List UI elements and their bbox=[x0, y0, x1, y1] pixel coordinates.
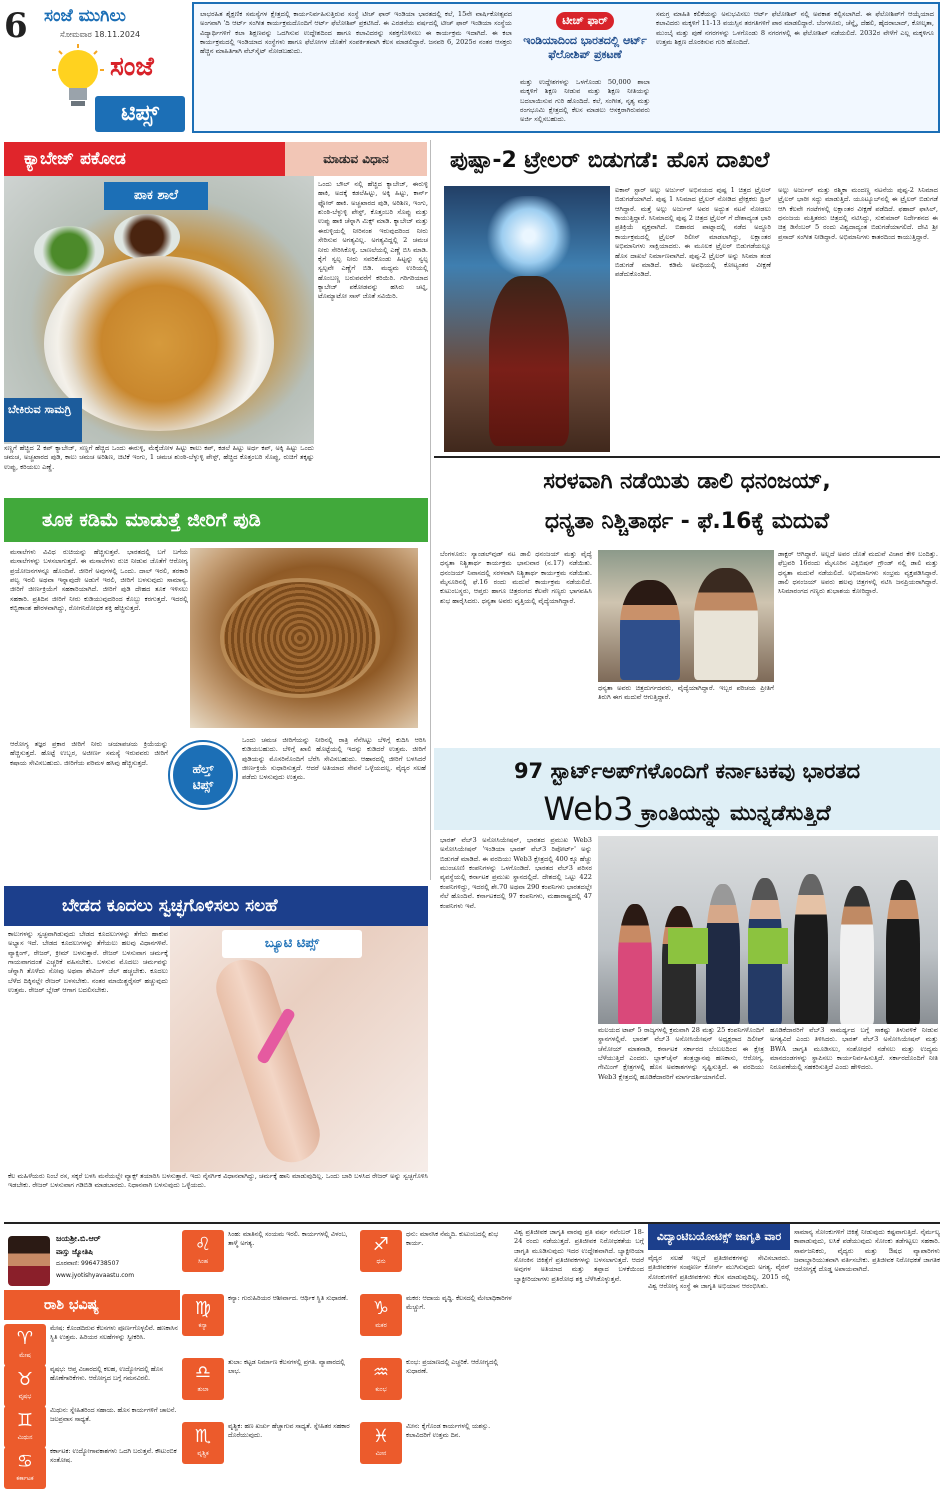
zodiac-reading: ಕುಂಭ: ಪ್ರಯಾಣದಲ್ಲಿ ಎಚ್ಚರಿಕೆ. ಆರೋಗ್ಯದಲ್ಲಿ ಸುಧಾರಣೆ. bbox=[406, 1358, 499, 1375]
zodiac-sign-icon bbox=[182, 1422, 224, 1464]
divider bbox=[4, 1222, 940, 1224]
chutney-bowl bbox=[34, 226, 104, 276]
zodiac-glyph: ♓ bbox=[372, 1426, 390, 1447]
groom-figure bbox=[694, 568, 758, 680]
zodiac-glyph: ♑ bbox=[372, 1298, 390, 1319]
badge-line1: ಹೆಲ್ತ್ bbox=[192, 762, 214, 776]
dolly-col2: ಡಾಕ್ಟರ್ ಆಗಿದ್ದಾರೆ. ಅಲ್ಲದೆ ಅವರ ಜೊತೆ ಮದುವೆ ವಿಚಾರ ಕೇಳಿ ಬಂದಿತ್ತು. ಫೆಬ್ರವರಿ 16ರಂದು ಮೈಸೂರಿನ ಎಕ್ಸಿಬಿಷನ್ ಗ್ರೌಂಡ್ ನಲ್ಲಿ ಡಾಲಿ ಮತ್ತು ಧನ್ಯತಾ ಮದುವೆ ನಡೆಯಲಿದೆ. ಅಭಿಮಾನಿಗಳು ಸಂಭ್ರಮ ವ್ಯಕ್ತಪಡಿಸಿದ್ದಾರೆ. ಡಾಲಿ ಧನಂಜಯ್ ಅವರು ಹಲವು ಚಿತ್ರಗಳಲ್ಲಿ ನಟಿಸಿ ಜನಪ್ರಿಯರಾಗಿದ್ದಾರೆ. ಸಿನಿಮಾರಂಗದ ಗಣ್ಯರು ಶುಭಾಶಯ ಕೋರಿದ್ದಾರೆ. bbox=[778, 550, 938, 596]
dolly-title bbox=[434, 462, 940, 546]
zodiac-glyph: ♊ bbox=[16, 1410, 34, 1431]
astrologer-name: ಜಯಶ್ರೀ.ಬಿ.ಆರ್ bbox=[56, 1234, 101, 1243]
zodiac-name: ಮಕರ bbox=[375, 1322, 387, 1329]
web3-title-line2 bbox=[434, 790, 940, 830]
zodiac-glyph: ♎ bbox=[194, 1362, 212, 1383]
page-number: 6 bbox=[4, 6, 28, 46]
zodiac-reading: ಕರ್ಕಾಟಕ: ಉದ್ಯೋಗಾವಕಾಶಗಳು ಒದಗಿ ಬರುತ್ತವೆ. ಕೌಟುಂಬಿಕ ಸಂತೋಷ. bbox=[50, 1447, 177, 1464]
zodiac-reading: ವೃಷಭ: ಆಪ್ತ ವಿಚಾರದಲ್ಲಿ ಕಲಹ, ಉದ್ಯೋಗದಲ್ಲಿ ಹೊಸ ಹೊಣೆಗಾರಿಕೆಗಳು. ಆರೋಗ್ಯದ ಬಗ್ಗೆ ಗಮನವಿರಲಿ. bbox=[50, 1365, 163, 1382]
poster-hand bbox=[484, 196, 574, 276]
person bbox=[618, 904, 652, 1024]
report-booklet bbox=[668, 928, 708, 964]
zodiac-sign-icon bbox=[360, 1358, 402, 1400]
education-col2: ವೈದ್ಯರ ಸಲಹೆ ಇಲ್ಲದೆ ಪ್ರತಿಜೀವಕಗಳನ್ನು ಸೇವಿಸಬಾರದು. ಪ್ರತಿಜೀವಕಗಳ ಸಂಪೂರ್ಣ ಕೋರ್ಸ್ ಮುಗಿಸುವುದು ಅಗತ್ಯ. ವೈರಸ್ ಸೋಂಕುಗಳಿಗೆ ಪ್ರತಿಜೀವಕಗಳು ಕೆಲಸ ಮಾಡುವುದಿಲ್ಲ. 2015 ರಲ್ಲಿ ವಿಶ್ವ ಆರೋಗ್ಯ ಸಂಸ್ಥೆ ಈ ಜಾಗೃತಿ ಅಭಿಯಾನ ಆರಂಭಿಸಿತು. bbox=[648, 1254, 790, 1291]
zodiac-sign-icon bbox=[360, 1422, 402, 1464]
section-title: ಸಂಜೆ bbox=[110, 52, 154, 82]
zodiac-reading: ಮೀನ: ಕೈಗೊಂಡ ಕಾರ್ಯಗಳಲ್ಲಿ ಯಶಸ್ಸು. ಕಲಾವಿದರಿಗೆ ಉತ್ತಮ ದಿನ. bbox=[406, 1422, 491, 1439]
education-col1: ವಿಶ್ವ ಪ್ರತಿಜೀವಕ ಜಾಗೃತಿ ವಾರವು ಪ್ರತಿ ವರ್ಷ ನವೆಂಬರ್ 18-24 ರಂದು ನಡೆಯುತ್ತದೆ. ಪ್ರತಿಜೀವಕ ನಿರೋಧಕತೆಯ ಬಗ್ಗೆ ಜಾಗೃತಿ ಮೂಡಿಸುವುದು ಇದರ ಉದ್ದೇಶವಾಗಿದೆ. ಬ್ಯಾಕ್ಟೀರಿಯಾ ಸೋಂಕಿನ ಚಿಕಿತ್ಸೆಗೆ ಪ್ರತಿಜೀವಕಗಳನ್ನು ಬಳಸಲಾಗುತ್ತದೆ. ಆದರೆ ಅವುಗಳ ಅತಿಯಾದ ಮತ್ತು ತಪ್ಪಾದ ಬಳಕೆಯಿಂದ ಬ್ಯಾಕ್ಟೀರಿಯಾಗಳು ಪ್ರತಿರೋಧ ಶಕ್ತಿ ಬೆಳೆಸಿಕೊಳ್ಳುತ್ತವೆ. bbox=[514, 1228, 644, 1283]
astrologer-avatar bbox=[8, 1236, 50, 1286]
web3-event-photo bbox=[598, 836, 938, 1024]
zodiac-glyph: ♉ bbox=[16, 1369, 34, 1390]
zodiac-reading: ಮಿಥುನ: ಸ್ನೇಹಿತರಿಂದ ಸಹಾಯ. ಹೊಸ ಕಾರ್ಯಗಳಿಗೆ ಚಾಲನೆ. ಜಲಪ್ರವಾಸ ಸಾಧ್ಯತೆ. bbox=[50, 1406, 177, 1423]
beauty-col1: ಕಾಲುಗಳನ್ನು ಸ್ವಚ್ಛವಾಗಿಡುವುದು ಬೇಡದ ಕೂದಲುಗಳನ್ನು ತೆಗೆದು ಹಾಕುವ ಅಭ್ಯಾಸ ಇದೆ. ಬೇಡದ ಕೂದಲುಗಳನ್ನು ತೆಗೆಯಲು ಹಲವು ವಿಧಾನಗಳಿವೆ. ವ್ಯಾಕ್ಸಿಂಗ್, ರೇಜರ್, ಕ್ರೀಮ್ ಬಳಸುತ್ತಾರೆ. ರೇಜರ್ ಬಳಸುವಾಗ ಚರ್ಮಕ್ಕೆ ಗಾಯವಾಗದಂತೆ ಎಚ್ಚರಿಕೆ ವಹಿಸಬೇಕು. ಬಳಸುವ ಮೊದಲು ಚರ್ಮವನ್ನು ಚೆನ್ನಾಗಿ ತೊಳೆದು ಸೋಪು ಅಥವಾ ಶೇವಿಂಗ್ ಜೆಲ್ ಹಚ್ಚಬೇಕು. ಕೂದಲು ಬೆಳೆದ ದಿಕ್ಕಿನಲ್ಲೇ ರೇಜರ್ ಬಳಸಬೇಕು. ನಂತರ ಮಾಯಿಶ್ಚರೈಸರ್ ಹಚ್ಚುವುದು ಉತ್ತಮ. ರೇಜರ್ ಬ್ಲೇಡ್ ಆಗಾಗ ಬದಲಿಸಬೇಕು. bbox=[8, 930, 168, 995]
couple-photo bbox=[598, 550, 774, 682]
masthead bbox=[0, 0, 190, 150]
leg-shaving-photo bbox=[170, 926, 428, 1172]
zodiac-sign-icon bbox=[360, 1230, 402, 1272]
zodiac-reading: ಕನ್ಯಾ: ಗುರುಹಿರಿಯರ ಆಶೀರ್ವಾದ. ಆರ್ಥಿಕ ಸ್ಥಿತಿ ಸುಧಾರಣೆ. bbox=[228, 1294, 348, 1302]
web3-col2: ಮಲಯದ ಟಾಪ್ 5 ರಾಜ್ಯಗಳಲ್ಲಿ ಕ್ರಮವಾಗಿ 28 ಮತ್ತು 25 ಕಂಪನಿಗಳೊಂದಿಗೆ ಸ್ಥಾನಗಳಲ್ಲಿವೆ. ಭಾರತ್ ವೆಬ್3 ಅಸೋಸಿಯೇಷನ್ ಅಧ್ಯಕ್ಷರಾದ ದಿಲೀಪ್ ಚೆನೋಯ್ ಮಾತನಾಡಿ, ಕರ್ನಾಟಕ ಸರ್ಕಾರದ ಬೆಂಬಲದಿಂದ ಈ ಕ್ಷೇತ್ರ ಬೆಳೆಯುತ್ತಿದೆ ಎಂದರು. ಬ್ಲಾಕ್‌ಚೈನ್ ತಂತ್ರಜ್ಞಾನವು ಹಣಕಾಸು, ಆರೋಗ್ಯ, ಗೇಮಿಂಗ್ ಕ್ಷೇತ್ರಗಳಲ್ಲಿ ಹೊಸ ಅವಕಾಶಗಳನ್ನು ಸೃಷ್ಟಿಸುತ್ತಿದೆ. ಈ ವರದಿಯು Web3 ಕ್ಷೇತ್ರದಲ್ಲಿ ಹೂಡಿಕೆದಾರರಿಗೆ ಮಾರ್ಗದರ್ಶಿಯಾಗಲಿದೆ. bbox=[598, 1026, 764, 1081]
ingredients-text: ಸಣ್ಣಗೆ ಹೆಚ್ಚಿದ 2 ಕಪ್ ಕ್ಯಾಬೇಜ್, ಸಣ್ಣಗೆ ಹೆಚ್ಚಿದ ಒಂದು ಈರುಳ್ಳಿ, ಮೆಕ್ಕೆಜೋಳ ಹಿಟ್ಟು ಕಾಲು ಕಪ್, ಕಡಲೆ ಹಿಟ್ಟು ಅರ್ಧ ಕಪ್, ಅಕ್ಕಿ ಹಿಟ್ಟು ಒಂದು ಚಮಚ, ಅಚ್ಚಖಾರದ ಪುಡಿ, ಕಾಲು ಚಮಚ ಅರಿಶಿಣ, ಚಿಟಿಕೆ ಇಂಗು, 1 ಚಮಚ ಶುಂಠಿ-ಬೆಳ್ಳುಳ್ಳಿ ಪೇಸ್ಟ್, ಹೆಚ್ಚಿದ ಕೊತ್ತಂಬರಿ ಸೊಪ್ಪು, ರುಚಿಗೆ ತಕ್ಕಷ್ಟು ಉಪ್ಪು, ಕರಿಯಲು ಎಣ್ಣೆ. bbox=[4, 444, 314, 494]
zodiac-name: ತುಲಾ bbox=[197, 1386, 209, 1393]
person bbox=[662, 906, 696, 1024]
zodiac-name: ಕುಂಭ bbox=[375, 1386, 387, 1393]
zodiac-reading: ಧನು: ಮಾನಸಿಕ ನೆಮ್ಮದಿ. ಕುಟುಂಬದಲ್ಲಿ ಶುಭ ಕಾರ್ಯ. bbox=[406, 1230, 499, 1247]
beauty-tips-badge: ಬ್ಯೂಟಿ ಟಿಪ್ಸ್ bbox=[222, 930, 362, 958]
astrologer-phone: ದೂರವಾಣಿ: 9964738507 bbox=[56, 1260, 120, 1267]
pushpa-col2: ಅಲ್ಲು ಅರ್ಜುನ್ ಮತ್ತು ರಶ್ಮಿಕಾ ಮಂದಣ್ಣ ನಟನೆಯ ಪುಷ್ಪ-2 ಸಿನಿಮಾದ ಟ್ರೈಲರ್ ಭಾರೀ ಸದ್ದು ಮಾಡುತ್ತಿದೆ. ಯೂಟ್ಯೂಬ್‌ನಲ್ಲಿ ಈ ಟ್ರೈಲರ್ ಬಿಡುಗಡೆ ಆಗಿ ಕೆಲವೇ ಗಂಟೆಗಳಲ್ಲಿ ಲಕ್ಷಾಂತರ ವೀಕ್ಷಣೆ ಪಡೆದಿದೆ. ಫಹಾದ್ ಫಾಸಿಲ್, ಧನಂಜಯ ಮತ್ತಿತರರು ಚಿತ್ರದಲ್ಲಿ ನಟಿಸಿದ್ದು, ಸುಕುಮಾರ್ ನಿರ್ದೇಶನದ ಈ ಚಿತ್ರ ಡಿಸೆಂಬರ್ 5 ರಂದು ವಿಶ್ವದಾದ್ಯಂತ ಬಿಡುಗಡೆಯಾಗಲಿದೆ. ದೇವಿ ಶ್ರೀ ಪ್ರಸಾದ್ ಸಂಗೀತ ನೀಡಿದ್ದಾರೆ. ಅಭಿಮಾನಿಗಳು ಕಾತರದಿಂದ ಕಾಯುತ್ತಿದ್ದಾರೆ. bbox=[778, 186, 938, 241]
zodiac-sign-icon bbox=[182, 1358, 224, 1400]
zodiac-reading: ತುಲಾ: ಕಟ್ಟಡ ನಿರ್ಮಾಣ ಕೆಲಸಗಳಲ್ಲಿ ಪ್ರಗತಿ. ವ್ಯಾಪಾರದಲ್ಲಿ ಲಾಭ. bbox=[228, 1358, 345, 1375]
top-story bbox=[192, 2, 940, 133]
poster-figure bbox=[489, 276, 569, 446]
beauty-caption: ಕೆಲ ಮಹಿಳೆಯರು ನಿಂಬೆ ರಸ, ಸಕ್ಕರೆ ಬಳಸಿ ಮನೆಯಲ್ಲೇ ವ್ಯಾಕ್ಸ್ ತಯಾರಿಸಿ ಬಳಸುತ್ತಾರೆ. ಇದು ನೈಸರ್ಗಿಕ ವಿಧಾನವಾಗಿದ್ದು, ಚರ್ಮಕ್ಕೆ ಹಾನಿ ಮಾಡುವುದಿಲ್ಲ. ಒಂದು ಬಾರಿ ಬಳಸಿದ ರೇಜರ್ ಅನ್ನು ಸ್ವಚ್ಛಗೊಳಿಸಿ ಇಡಬೇಕು. ರೇಜರ್ ಬಳಸುವಾಗ ಗಡಿಬಿಡಿ ಮಾಡಬಾರದು. ನಿಧಾನವಾಗಿ ಬಳಸುವುದು ಒಳ್ಳೆಯದು. bbox=[8, 1172, 428, 1190]
brand-logo: ಸಂಜೆ ಮುಗಿಲು bbox=[44, 6, 126, 26]
divider bbox=[430, 140, 431, 880]
zodiac-sign-icon bbox=[182, 1294, 224, 1336]
zodiac-sign-icon bbox=[4, 1406, 46, 1448]
zodiac-sign-icon bbox=[4, 1324, 46, 1366]
dolly-title-line1: ಸರಳವಾಗಿ ನಡೆಯಿತು ಡಾಲಿ ಧನಂಜಯ್, bbox=[543, 469, 831, 494]
zodiac-glyph: ♋ bbox=[16, 1451, 34, 1472]
dolly-caption: ಧನ್ಯತಾ ಅವರು ಚಿತ್ರದುರ್ಗದವರು, ವೈದ್ಯೆಯಾಗಿದ್ದಾರೆ. ಇಬ್ಬರ ಪರಿಚಯ ಪ್ರೀತಿಗೆ ತಿರುಗಿ ಈಗ ಮದುವೆ ಆಗುತ್ತಿದ್ದಾರೆ. bbox=[598, 684, 774, 702]
zodiac-name: ವೃಶ್ಚಿಕ bbox=[197, 1450, 209, 1457]
beauty-title: ಬೇಡದ ಕೂದಲು ಸ್ವಚ್ಛಗೊಳಿಸಲು ಸಲಹೆ bbox=[4, 886, 428, 926]
zodiac-glyph: ♈ bbox=[16, 1328, 34, 1349]
jeera-photo bbox=[190, 548, 418, 728]
jeera-col2: ಆರೋಗ್ಯ ತಜ್ಞರ ಪ್ರಕಾರ ಜೀರಿಗೆ ನೀರು ಚಯಾಪಚಯ ಕ್ರಿಯೆಯನ್ನು ಹೆಚ್ಚಿಸುತ್ತದೆ. ಹೊಟ್ಟೆ ಉಬ್ಬರ, ಅಜೀರ್ಣ ಸಮಸ್ಯೆ ಇರುವವರು ಜೀರಿಗೆ ಕಷಾಯ ಸೇವಿಸಬಹುದು. ಜೀರಿಗೆಯ ಪರಿಮಳ ಹಸಿವು ಹೆಚ್ಚಿಸುತ್ತದೆ. bbox=[10, 740, 168, 767]
zodiac-sign-icon bbox=[182, 1230, 224, 1272]
zodiac-name: ಸಿಂಹ bbox=[197, 1258, 208, 1265]
person bbox=[840, 886, 874, 1024]
zodiac-name: ಧನು bbox=[376, 1258, 386, 1265]
web3-title-rest: ಕ್ರಾಂತಿಯನ್ನು ಮುನ್ನಡೆಸುತ್ತಿದೆ bbox=[633, 801, 831, 825]
dolly-col1: ಬೆಂಗಳೂರು: ಸ್ಯಾಂಡಲ್‌ವುಡ್ ನಟ ಡಾಲಿ ಧನಂಜಯ್ ಮತ್ತು ವೈದ್ಯೆ ಧನ್ಯತಾ ನಿಶ್ಚಿತಾರ್ಥ ಕಾರ್ಯಕ್ರಮ ಭಾನುವಾರ (ನ.17) ನಡೆಯಿತು. ಧನಂಜಯ್ ನಿವಾಸದಲ್ಲಿ ಸರಳವಾಗಿ ನಿಶ್ಚಿತಾರ್ಥ ಕಾರ್ಯಕ್ರಮ ನಡೆಯಿತು. ಮೈಸೂರಿನಲ್ಲಿ ಫೆ.16 ರಂದು ಮದುವೆ ಕಾರ್ಯಕ್ರಮ ನಡೆಯಲಿದೆ. ಕುಟುಂಬಸ್ಥರು, ಆಪ್ತರು ಹಾಗೂ ಚಿತ್ರರಂಗದ ಕೆಲವೇ ಗಣ್ಯರು ಭಾಗವಹಿಸಿ ಶುಭ ಹಾರೈಸಿದರು. ಧನ್ಯತಾ ಅವರು ವೃತ್ತಿಯಲ್ಲಿ ವೈದ್ಯೆಯಾಗಿದ್ದಾರೆ. bbox=[440, 550, 592, 605]
zodiac-sign-icon bbox=[4, 1365, 46, 1407]
pushpa-poster bbox=[444, 186, 610, 452]
top-story-col2: ಮತ್ತು ಉದ್ದೇಶಗಳನ್ನು ಒಳಗೊಂಡು 50,000 ಶಾಲಾ ಮಕ್ಕಳಿಗೆ ಶಿಕ್ಷಣ ನೀಡುವ ಮತ್ತು ಶಿಕ್ಷಣ ನೀತಿಯನ್ನು ಬದಲಾಯಿಸುವ ಗುರಿ ಹೊಂದಿದೆ. ಕಲೆ, ಸಂಗೀತ, ನೃತ್ಯ ಮತ್ತು ರಂಗಭೂಮಿ ಕ್ಷೇತ್ರದಲ್ಲಿ ಕೆಲಸ ಮಾಡಲು ಆಸಕ್ತರಾಗಿರುವವರು ಅರ್ಜಿ ಸಲ್ಲಿಸಬಹುದು. bbox=[520, 78, 650, 124]
issue-date: ಸೋಮವಾರ 18.11.2024 bbox=[60, 30, 141, 39]
jeera-spoon bbox=[220, 578, 380, 698]
web3-col3: ಹೂಡಿಕೆದಾರರಿಗೆ ವೆಬ್3 ಸಾಮರ್ಥ್ಯದ ಬಗ್ಗೆ ಸಾಕಷ್ಟು ತಿಳುವಳಿಕೆ ನೀಡುವ ಅಗತ್ಯವಿದೆ ಎಂದು ತಿಳಿಸಿದರು. ಭಾರತ್ ವೆಬ್3 ಅಸೋಸಿಯೇಷನ್ ಮತ್ತು BWA ಜಾಗೃತಿ ಮೂಡಿಸಲು, ಸಂಶೋಧನೆ ನಡೆಸಲು ಮತ್ತು ಉದ್ಯಮ ಮಾನದಂಡಗಳನ್ನು ಸ್ಥಾಪಿಸಲು ಕಾರ್ಯನಿರ್ವಹಿಸುತ್ತಿದೆ. ಸರ್ಕಾರದೊಂದಿಗೆ ನೀತಿ ನಿರೂಪಣೆಯಲ್ಲಿ ಸಹಕರಿಸುತ್ತಿದೆ ಎಂದು ಹೇಳಿದರು. bbox=[770, 1026, 938, 1072]
education-title: ವಿದ್ಯಾಂಟಿಬಯೋಟಿಕ್ಸ್ ಜಾಗೃತಿ ವಾರ bbox=[648, 1224, 790, 1250]
zodiac-glyph: ♐ bbox=[372, 1234, 390, 1255]
cabbage-title: ಕ್ಯಾಬೇಜ್ ಪಕೋಡ bbox=[4, 142, 285, 176]
zodiac-reading: ಮಕರ: ಆದಾಯ ವೃದ್ಧಿ. ಕೆಲಸದಲ್ಲಿ ಮೇಲಾಧಿಕಾರಿಗಳ ಮೆಚ್ಚುಗೆ. bbox=[406, 1294, 512, 1311]
badge-line2: ಟಿಪ್ಸ್ bbox=[192, 778, 214, 792]
zodiac-sign-icon bbox=[4, 1447, 46, 1489]
sauce-bowl bbox=[114, 214, 180, 260]
zodiac-name: ಕರ್ಕಾಟಕ bbox=[16, 1475, 34, 1482]
kitchen-badge: ಪಾಕ ಶಾಲೆ bbox=[104, 182, 208, 210]
zodiac-glyph: ♍ bbox=[194, 1298, 212, 1319]
astrologer-title: ವಾಸ್ತು ಜ್ಯೋತಿಷಿ bbox=[56, 1248, 93, 1256]
pushpa-col1: ಐಕಾನ್ ಸ್ಟಾರ್ ಅಲ್ಲು ಅರ್ಜುನ್ ಅಭಿನಯದ ಪುಷ್ಪ 1 ಚಿತ್ರದ ಟ್ರೈಲರ್ ಬಿಡುಗಡೆಯಾಗಿದೆ. ಪುಷ್ಪ 1 ಸಿನಿಮಾದ ಟ್ರೈಲರ್ ನೋಡಿದ ಪ್ರೇಕ್ಷಕರು ಥ್ರಿಲ್ ಆಗಿದ್ದಾರೆ. ಮತ್ತೆ ಅಲ್ಲು ಅರ್ಜುನ್ ಅವರ ಅದ್ಭುತ ನಟನೆ ನೋಡಲು ಕಾಯುತ್ತಿದ್ದಾರೆ. ಸಿನಿಮಾದಲ್ಲಿ ಪುಷ್ಪ 2 ಚಿತ್ರದ ಟ್ರೈಲರ್ ಗೆ ದೇಶಾದ್ಯಂತ ಭಾರಿ ಪ್ರತಿಕ್ರಿಯೆ ವ್ಯಕ್ತವಾಗಿದೆ. ಬಿಹಾರದ ಪಾಟ್ನಾದಲ್ಲಿ ನಡೆದ ಅದ್ಧೂರಿ ಕಾರ್ಯಕ್ರಮದಲ್ಲಿ ಟ್ರೈಲರ್ ರಿಲೀಸ್ ಮಾಡಲಾಗಿದ್ದು, ಲಕ್ಷಾಂತರ ಅಭಿಮಾನಿಗಳು ಸಾಕ್ಷಿಯಾದರು. ಈ ಮೂಲಕ ಟ್ರೈಲರ್ ಬಿಡುಗಡೆಯಲ್ಲೂ ಹೊಸ ದಾಖಲೆ ನಿರ್ಮಾಣವಾಗಿದೆ. ಪುಷ್ಪ-2 ಟ್ರೈಲರ್ ಅನ್ನು ಸಿನಿಮಾ ತಂಡ ಬಿಡುಗಡೆ ಮಾಡಿದೆ. ಕಡಿಮೆ ಅವಧಿಯಲ್ಲಿ ಕೋಟ್ಯಂತರ ವೀಕ್ಷಣೆ ಪಡೆದುಕೊಂಡಿದೆ. bbox=[615, 186, 771, 279]
education-col3: ಸಾಮಾನ್ಯ ಸೋಂಕುಗಳಿಗೆ ಚಿಕಿತ್ಸೆ ನೀಡುವುದು ಕಷ್ಟವಾಗುತ್ತಿದೆ. ನೈರ್ಮಲ್ಯ ಕಾಪಾಡುವುದು, ಲಸಿಕೆ ಪಡೆಯುವುದು ಸೋಂಕು ತಡೆಗಟ್ಟಲು ಸಹಕಾರಿ. ಸಾರ್ವಜನಿಕರು, ವೈದ್ಯರು ಮತ್ತು ಔಷಧ ವ್ಯಾಪಾರಿಗಳು ಜವಾಬ್ದಾರಿಯುತವಾಗಿ ವರ್ತಿಸಬೇಕು. ಪ್ರತಿಜೀವಕ ನಿರೋಧಕತೆ ಜಾಗತಿಕ ಆರೋಗ್ಯಕ್ಕೆ ದೊಡ್ಡ ಅಪಾಯವಾಗಿದೆ. bbox=[794, 1228, 940, 1274]
zodiac-name: ವೃಷಭ bbox=[18, 1393, 32, 1400]
zodiac-glyph: ♌ bbox=[194, 1234, 212, 1255]
web3-title bbox=[434, 748, 940, 830]
zodiac-glyph: ♏ bbox=[194, 1426, 212, 1447]
person bbox=[794, 874, 828, 1024]
jeera-title: ತೂಕ ಕಡಿಮೆ ಮಾಡುತ್ತೆ ಜೀರಿಗೆ ಪುಡಿ bbox=[4, 498, 428, 542]
section-subtitle: ಟಿಪ್ಸ್ bbox=[95, 96, 185, 132]
cabbage-method: ಒಂದು ಬೌಲ್ ನಲ್ಲಿ ಹೆಚ್ಚಿದ ಕ್ಯಾಬೇಜ್, ಈರುಳ್ಳಿ ಹಾಕಿ, ಅದಕ್ಕೆ ಕಡಲೆಹಿಟ್ಟು, ಅಕ್ಕಿ ಹಿಟ್ಟು, ಕಾರ್ನ್ ಫ್ಲೋರ್ ಹಾಕಿ. ಅಚ್ಚಖಾರದ ಪುಡಿ, ಅರಿಶಿಣ, ಇಂಗು, ಶುಂಠಿ-ಬೆಳ್ಳುಳ್ಳಿ ಪೇಸ್ಟ್, ಕೊತ್ತಂಬರಿ ಸೊಪ್ಪು ಮತ್ತು ಉಪ್ಪು ಹಾಕಿ ಚೆನ್ನಾಗಿ ಮಿಕ್ಸ್ ಮಾಡಿ. ಕ್ಯಾಬೇಜ್ ಮತ್ತು ಈರುಳ್ಳಿಯಲ್ಲಿ ನೀರಿನಂಶ ಇರುವುದರಿಂದ ನೀರು ಸೇರಿಸುವ ಅಗತ್ಯವಿಲ್ಲ. ಅಗತ್ಯವಿದ್ದಲ್ಲಿ 2 ಚಮಚ ನೀರು ಸೇರಿಸಿಕೊಳ್ಳಿ. ಬಾಣಲೆಯಲ್ಲಿ ಎಣ್ಣೆ ಬಿಸಿ ಮಾಡಿ. ಕೈಗೆ ಸ್ವಲ್ಪ ನೀರು ಸವರಿಕೊಂಡು ಹಿಟ್ಟನ್ನು ಸ್ವಲ್ಪ ಸ್ವಲ್ಪವೇ ಎಣ್ಣೆಗೆ ಬಿಡಿ. ಮಧ್ಯಮ ಉರಿಯಲ್ಲಿ ಹೊಂಬಣ್ಣ ಬರುವವರೆಗೆ ಕರಿಯಿರಿ. ಗರಿಗರಿಯಾದ ಕ್ಯಾಬೇಜ್ ಪಕೋಡವನ್ನು ಹಸಿರು ಚಟ್ನಿ, ಟೊಮ್ಯಾಟೋ ಸಾಸ್ ಜೊತೆ ಸವಿಯಿರಿ. bbox=[318, 180, 428, 301]
jeera-col1: ಮಸಾಲೆಗಳು ವಿವಿಧ ರುಚಿಯನ್ನು ಹೆಚ್ಚಿಸುತ್ತವೆ. ಭಾರತದಲ್ಲಿ ಬಗೆ ಬಗೆಯ ಮಸಾಲೆಗಳನ್ನು ಬಳಸಲಾಗುತ್ತದೆ. ಈ ಮಸಾಲೆಗಳು ರುಚಿ ನೀಡುವ ಜೊತೆಗೆ ಆರೋಗ್ಯ ಪ್ರಯೋಜನಗಳನ್ನೂ ಹೊಂದಿವೆ. ಜೀರಿಗೆ ಅವುಗಳಲ್ಲಿ ಒಂದು. ದಾಲ್ ಇರಲಿ, ತರಕಾರಿ ಪಲ್ಯ ಇರಲಿ ಅಥವಾ ಇನ್ನಾವುದೇ ಅಡುಗೆ ಇರಲಿ, ಜೀರಿಗೆ ಬಳಸುವುದು ಸಾಮಾನ್ಯ. ಜೀರಿಗೆ ಜೀರ್ಣಕ್ರಿಯೆಗೆ ಸಹಕಾರಿಯಾಗಿದೆ. ಜೀರಿಗೆ ಪುಡಿ ದೇಹದ ತೂಕ ಇಳಿಸಲು ಸಹಕಾರಿ. ಪ್ರತಿದಿನ ಜೀರಿಗೆ ನೀರು ಕುಡಿಯುವುದರಿಂದ ಕೊಬ್ಬು ಕರಗುತ್ತದೆ. ಇದರಲ್ಲಿ ಕಬ್ಬಿಣಾಂಶ ಹೇರಳವಾಗಿದ್ದು, ರೋಗನಿರೋಧಕ ಶಕ್ತಿ ಹೆಚ್ಚಿಸುತ್ತದೆ. bbox=[10, 548, 188, 613]
dolly-title-line2: ಧನ್ಯತಾ ನಿಶ್ಚಿತಾರ್ಥ - ಫೆ.16ಕ್ಕೆ ಮದುವೆ bbox=[544, 509, 830, 534]
zodiac-name: ಮಿಥುನ bbox=[17, 1434, 33, 1441]
zodiac-name: ಮೀನ bbox=[375, 1450, 387, 1457]
zodiac-name: ಕನ್ಯಾ bbox=[198, 1322, 208, 1329]
web3-col1: ಭಾರತ್ ವೆಬ್3 ಅಸೋಸಿಯೇಷನ್, ಭಾರತದ ಪ್ರಮುಖ Web3 ಅಸೋಸಿಯೇಷನ್ 'ಇಂಡಿಯಾ ಭಾರತ್ ವೆಬ್3 ರಿಪೋರ್ಟ್' ಅನ್ನು ಬಿಡುಗಡೆ ಮಾಡಿದೆ. ಈ ವರದಿಯು Web3 ಕ್ಷೇತ್ರದಲ್ಲಿ 400 ಕ್ಕೂ ಹೆಚ್ಚು ಮುಂಚೂಣಿ ಕಂಪನಿಗಳನ್ನು ಒಳಗೊಂಡಿದೆ. ಭಾರತದ ವೆಬ್3 ಪರಿಸರ ವ್ಯವಸ್ಥೆಯಲ್ಲಿ ಕರ್ನಾಟಕ ಪ್ರಮುಖ ಸ್ಥಾನದಲ್ಲಿದೆ. ದೇಶದಲ್ಲಿ ಒಟ್ಟು 422 ಕಂಪನಿಗಳಿದ್ದು, ಇದರಲ್ಲಿ ಶೇ.70 ಅಥವಾ 290 ಕಂಪನಿಗಳು ಭಾರತದಲ್ಲೇ ನೆಲೆ ಹೊಂದಿವೆ. ಕರ್ನಾಟಕದಲ್ಲಿ 97 ಕಂಪನಿಗಳು, ಮಹಾರಾಷ್ಟ್ರದಲ್ಲಿ 47 ಕಂಪನಿಗಳು ಇವೆ. bbox=[440, 836, 592, 910]
health-tips-badge bbox=[170, 742, 236, 808]
person bbox=[706, 884, 740, 1024]
pushpa-title: ಪುಷ್ಪಾ-2 ಟ್ರೇಲರ್ ಬಿಡುಗಡೆ: ಹೊಸ ದಾಖಲೆ bbox=[450, 148, 770, 173]
zodiac-sign-icon bbox=[360, 1294, 402, 1336]
zodiac-glyph: ♒ bbox=[372, 1362, 390, 1383]
jeera-col3: ಒಂದು ಚಮಚ ಜೀರಿಗೆಯನ್ನು ನೀರಿನಲ್ಲಿ ರಾತ್ರಿ ನೆನೆಸಿಟ್ಟು ಬೆಳಿಗ್ಗೆ ಕುದಿಸಿ ಆರಿಸಿ ಕುಡಿಯಬಹುದು. ಬೆಳಿಗ್ಗೆ ಖಾಲಿ ಹೊಟ್ಟೆಯಲ್ಲಿ ಇದನ್ನು ಕುಡಿದರೆ ಉತ್ತಮ. ಜೀರಿಗೆ ಪುಡಿಯನ್ನು ಮೊಸರಿನೊಂದಿಗೆ ಬೆರೆಸಿ ಸೇವಿಸಬಹುದು. ಆಹಾರದಲ್ಲಿ ಜೀರಿಗೆ ಬಳಸಿದರೆ ಜೀರ್ಣಕ್ರಿಯೆ ಸುಧಾರಿಸುತ್ತದೆ. ಆದರೆ ಅತಿಯಾದ ಸೇವನೆ ಒಳ್ಳೆಯದಲ್ಲ. ವೈದ್ಯರ ಸಲಹೆ ಪಡೆದು ಬಳಸುವುದು ಉತ್ತಮ. bbox=[242, 736, 426, 782]
astrologer-website[interactable]: www.jyotishyavaastu.com bbox=[56, 1272, 135, 1279]
zodiac-reading: ಸಿಂಹ: ಮಾತಿನಲ್ಲಿ ಸಂಯಮ ಇರಲಿ. ಕಾರ್ಯಗಳಲ್ಲಿ ವಿಳಂಬ, ತಾಳ್ಮೆ ಅಗತ್ಯ. bbox=[228, 1230, 348, 1247]
bride-figure bbox=[620, 580, 680, 680]
report-booklet bbox=[748, 928, 788, 964]
top-story-title bbox=[519, 12, 651, 62]
top-story-pill: ಟೀಚ್ ಫಾರ್ bbox=[556, 12, 614, 30]
web3-title-line1: 97 ಸ್ಟಾರ್ಟ್‌ಅಪ್‌ಗಳೊಂದಿಗೆ ಕರ್ನಾಟಕವು ಭಾರತದ bbox=[513, 759, 861, 783]
top-story-col1: ಲಾಭರಹಿತ ಶೈಕ್ಷಣಿಕ ಸಮಸ್ಯೆಗಳ ಕ್ಷೇತ್ರದಲ್ಲಿ ಕಾರ್ಯನಿರ್ವಹಿಸುತ್ತಿರುವ ಸಂಸ್ಥೆ ಟೀಚ್ ಫಾರ್ ಇಂಡಿಯಾ ಭಾರತದಲ್ಲಿ ಕಲೆ, 15ನೇ ವಾರ್ಷಿಕೋತ್ಸವದ ಅಂಗವಾಗಿ 'ದಿ ಆರ್ಟ್ ಸಂಗೀತ ಕಾರ್ಯಕ್ರಮದೊಂದಿಗೆ ಆರ್ಟ್ ಫೆಲೋಶಿಪ್ ಪ್ರಕಟಿಸಿದೆ. ಈ ಎರಡನೆಯ ವರ್ಷದಲ್ಲಿ ಟೀಚ್ ಫಾರ್ ಇಂಡಿಯಾ ಸಂಸ್ಥೆಯ ವಿದ್ಯಾರ್ಥಿಗಳಿಗೆ ಕಲಾ ಶಿಕ್ಷಣವನ್ನು ಒದಗಿಸುವ ಉದ್ದೇಶದಿಂದ ಹಾಗೂ ಕಲಾವಿದರನ್ನು ಸಶಕ್ತಗೊಳಿಸಲು ಈ ಕಾರ್ಯಕ್ರಮ ಇದಾಗಿದೆ. ಈ ಕಲಾ ಕಾರ್ಯಕ್ರಮದಲ್ಲಿ ಇಂಡಿಯಾದ ಸಂಸ್ಥೆಗಳು ಹಾಗೂ ಫೆಲೋಗಳ ಜೊತೆಗೆ ಸಂಪರ್ಕಿತವಾಗಿ ಕೆಲಸ ಮಾಡಲಿದ್ದಾರೆ. ಜನವರಿ 6, 2025ರ ನಂತರ ಆಸಕ್ತರು ಹೆಚ್ಚಿನ ಮಾಹಿತಿಗಾಗಿ ವೆಬ್‌ಸೈಟ್ ನೋಡಬಹುದು. bbox=[200, 10, 512, 56]
astrologer-box bbox=[4, 1228, 180, 1288]
web3-word: Web3 bbox=[543, 790, 634, 828]
cabbage-subtitle: ಮಾಡುವ ವಿಧಾನ bbox=[285, 142, 427, 176]
top-story-col3: ಸಮಗ್ರ ಮಾಹಿತಿ ಕಲಿಕೆಯನ್ನು ಅನುಭವಿಸಲು ಆರ್ಟ್ ಫೆಲೋಶಿಪ್ ನಲ್ಲಿ ಅವಕಾಶ ಕಲ್ಪಿಸಲಾಗಿದೆ. ಈ ಫೆಲೋಶಿಪ್‌ಗೆ ಆಯ್ಕೆಯಾದ ಕಲಾವಿದರು ಮಕ್ಕಳಿಗೆ 11-13 ವಯಸ್ಸಿನ ತರಗತಿಗಳಿಗೆ ಪಾಠ ಮಾಡಲಿದ್ದಾರೆ. ಬೆಂಗಳೂರು, ಚೆನ್ನೈ, ದೆಹಲಿ, ಹೈದರಾಬಾದ್, ಕೋಲ್ಕತಾ, ಮುಂಬೈ ಮತ್ತು ಪುಣೆ ನಗರಗಳನ್ನು ಒಳಗೊಂಡು 8 ನಗರಗಳಲ್ಲಿ ಈ ಫೆಲೋಶಿಪ್ ನಡೆಯಲಿದೆ. 2032ರ ವೇಳೆಗೆ ಎಲ್ಲ ಮಕ್ಕಳಿಗೂ ಉತ್ತಮ ಶಿಕ್ಷಣ ದೊರಕಿಸುವ ಗುರಿ ಹೊಂದಿದೆ. bbox=[656, 10, 934, 47]
zodiac-name: ಮೇಷ bbox=[19, 1352, 31, 1359]
zodiac-reading: ವೃಶ್ಚಿಕ: ಹಣ ಖರ್ಚು ಹೆಚ್ಚಾಗುವ ಸಾಧ್ಯತೆ. ಸ್ನೇಹಿತರ ಸಹಕಾರ ದೊರೆಯುವುದು. bbox=[228, 1422, 350, 1439]
person bbox=[886, 880, 920, 1024]
rashi-title: ರಾಶಿ ಭವಿಷ್ಯ bbox=[4, 1290, 180, 1320]
top-story-headline: ಇಂಡಿಯಾದಿಂದ ಭಾರತದಲ್ಲಿ ಆರ್ಟ್ ಫೆಲೋಶಿಪ್ ಪ್ರಕಟಣೆ bbox=[523, 34, 647, 61]
ingredients-label: ಬೇಕಿರುವ ಸಾಮಗ್ರಿ bbox=[4, 398, 82, 442]
zodiac-reading: ಮೇಷ: ಕೊಂಡದಿರುವ ಕೆಲಸಗಳು ಪೂರ್ಣಗೊಳ್ಳಲಿವೆ. ಹಣಕಾಸಿನ ಸ್ಥಿತಿ ಉತ್ತಮ. ಹಿರಿಯರ ಸಲಹೆಗಳನ್ನು ಸ್ವೀಕರಿಸಿ. bbox=[50, 1324, 178, 1341]
divider bbox=[434, 456, 940, 458]
